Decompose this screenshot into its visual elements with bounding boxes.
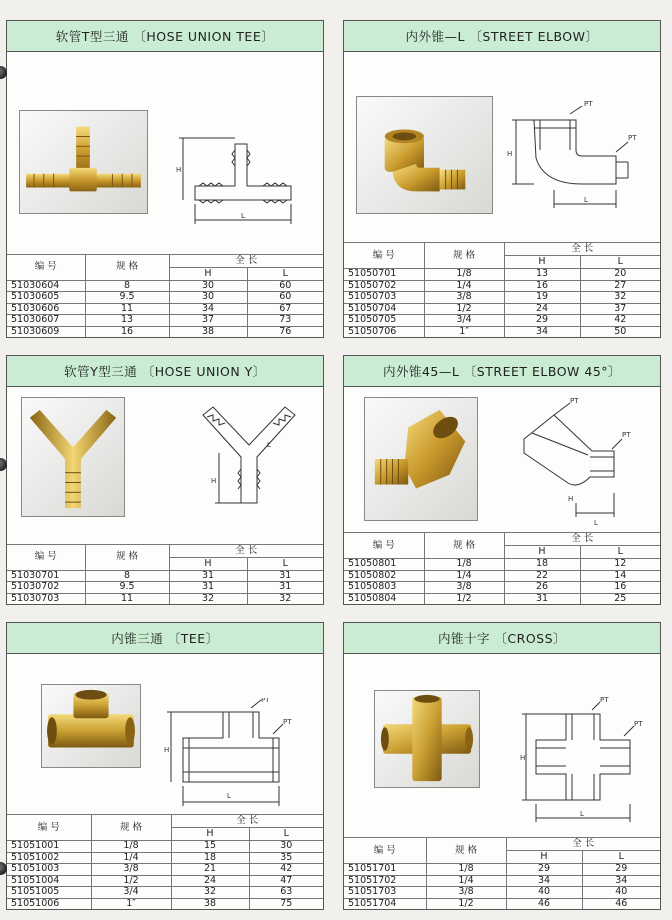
- col-header-l: L: [582, 851, 660, 864]
- product-photo: [364, 397, 478, 521]
- spec-table: [344, 532, 660, 604]
- dim-label-h: H: [211, 477, 217, 485]
- col-header-code: 编 号: [344, 243, 424, 269]
- panel-title: 内锥三通 〔TEE〕: [7, 623, 323, 654]
- table-row: 51050705 3/4 29 42: [344, 315, 660, 327]
- cross-illustration: [375, 691, 479, 787]
- panel-hose-union-y: [6, 355, 324, 605]
- panel-title: 内锥十字 〔CROSS〕: [344, 623, 660, 654]
- table-row: 51051001 1/8 15 30: [7, 841, 323, 853]
- table-row: 51051006 1″ 38 75: [7, 898, 323, 909]
- col-header-total: 全 长: [169, 544, 323, 557]
- technical-drawing: [504, 393, 654, 533]
- col-header-spec: 规 格: [424, 533, 504, 559]
- col-header-total: 全 长: [504, 533, 660, 546]
- col-header-l: L: [247, 267, 323, 280]
- product-media: [7, 654, 323, 824]
- col-header-total: 全 长: [506, 838, 660, 851]
- dim-label-l: L: [241, 212, 245, 220]
- panel-hose-union-tee: [6, 20, 324, 338]
- product-photo: [19, 110, 148, 214]
- table-row: 51050704 1/2 24 37: [344, 303, 660, 315]
- product-media: [344, 387, 660, 537]
- table-row: 51051702 1/4 34 34: [344, 875, 660, 887]
- technical-drawing: [504, 94, 654, 224]
- product-photo: [21, 397, 125, 517]
- hose-tee-illustration: [20, 111, 147, 213]
- table-row: 51051002 1/4 18 35: [7, 852, 323, 864]
- table-row: 51030702 9.5 31 31: [7, 582, 323, 594]
- table-row: 51030605 9.5 30 60: [7, 292, 323, 304]
- table-row: 51051701 1/8 29 29: [344, 864, 660, 876]
- table-row: 51030703 11 32 32: [7, 593, 323, 604]
- dim-label-h: H: [507, 150, 513, 158]
- panel-cross: [343, 622, 661, 910]
- dim-label-pt: PT: [600, 696, 609, 704]
- col-header-code: 编 号: [344, 838, 426, 864]
- col-header-code: 编 号: [344, 533, 424, 559]
- product-photo: [356, 96, 493, 214]
- technical-drawing: [193, 403, 309, 521]
- table-row: 51051004 1/2 24 47: [7, 875, 323, 887]
- col-header-l: L: [247, 557, 323, 570]
- dim-label-l: L: [267, 441, 271, 449]
- table-row: 51030604 8 30 60: [7, 280, 323, 292]
- street-elbow-illustration: [357, 97, 492, 213]
- technical-drawing: [175, 124, 311, 234]
- product-media: [7, 387, 323, 537]
- dim-label-h: H: [164, 746, 170, 754]
- dim-label-h: H: [568, 495, 574, 503]
- table-row: 51050702 1/4 16 27: [344, 280, 660, 292]
- dim-label-l: L: [580, 810, 584, 818]
- col-header-l: L: [580, 256, 660, 269]
- col-header-spec: 规 格: [91, 815, 171, 841]
- table-row: 51050801 1/8 18 12: [344, 559, 660, 571]
- table-row: 51051003 3/8 21 42: [7, 864, 323, 876]
- col-header-h: H: [504, 256, 580, 269]
- tee-illustration: [42, 685, 140, 767]
- table-row: 51050803 3/8 26 16: [344, 582, 660, 594]
- technical-drawing: [520, 694, 654, 834]
- dim-label-pt: PT: [261, 698, 270, 704]
- col-header-code: 编 号: [7, 815, 91, 841]
- table-row: 51030607 13 37 73: [7, 315, 323, 327]
- table-row: 51050802 1/4 22 14: [344, 570, 660, 582]
- product-media: [344, 52, 660, 252]
- table-row: 51051704 1/2 46 46: [344, 898, 660, 909]
- spec-table: [7, 254, 323, 338]
- table-row: 51050804 1/2 31 25: [344, 593, 660, 604]
- dim-label-l: L: [584, 196, 588, 204]
- spec-table: [7, 814, 323, 909]
- col-header-total: 全 长: [171, 815, 323, 828]
- dim-label-pt: PT: [634, 720, 643, 728]
- spec-table: [344, 837, 660, 909]
- table-row: 51030701 8 31 31: [7, 570, 323, 582]
- panel-tee: [6, 622, 324, 910]
- spec-table: [7, 544, 323, 605]
- product-photo: [41, 684, 141, 768]
- dim-label-pt: PT: [283, 718, 292, 726]
- dim-label-pt: PT: [570, 397, 579, 405]
- panel-title: 软管T型三通 〔HOSE UNION TEE〕: [7, 21, 323, 52]
- panel-title: 软管Y型三通 〔HOSE UNION Y〕: [7, 356, 323, 387]
- dim-label-pt: PT: [584, 100, 593, 108]
- dim-label-pt: PT: [622, 431, 631, 439]
- col-header-code: 编 号: [7, 544, 85, 570]
- col-header-l: L: [249, 828, 323, 841]
- col-header-h: H: [171, 828, 249, 841]
- col-header-spec: 规 格: [85, 544, 169, 570]
- technical-drawing: [163, 698, 313, 818]
- col-header-code: 编 号: [7, 254, 85, 280]
- dim-label-l: L: [594, 519, 598, 527]
- product-media: [7, 52, 323, 252]
- col-header-h: H: [169, 557, 247, 570]
- col-header-h: H: [506, 851, 582, 864]
- table-row: 51030606 11 34 67: [7, 303, 323, 315]
- col-header-l: L: [580, 546, 660, 559]
- product-media: [344, 654, 660, 834]
- hose-y-illustration: [22, 398, 124, 516]
- col-header-total: 全 长: [169, 254, 323, 267]
- col-header-spec: 规 格: [85, 254, 169, 280]
- dim-label-h: H: [176, 166, 182, 174]
- table-row: 51051005 3/4 32 63: [7, 887, 323, 899]
- col-header-spec: 规 格: [426, 838, 506, 864]
- street-elbow-45-illustration: [365, 398, 477, 520]
- panel-title: 内外锥—L 〔STREET ELBOW〕: [344, 21, 660, 52]
- col-header-spec: 规 格: [424, 243, 504, 269]
- dim-label-pt: PT: [628, 134, 637, 142]
- table-row: 51051703 3/8 40 40: [344, 887, 660, 899]
- table-row: 51030609 16 38 76: [7, 326, 323, 337]
- spec-table: [344, 242, 660, 337]
- col-header-h: H: [504, 546, 580, 559]
- panel-street-elbow: [343, 20, 661, 338]
- table-row: 51050703 3/8 19 32: [344, 292, 660, 304]
- panel-street-elbow-45: [343, 355, 661, 605]
- col-header-h: H: [169, 267, 247, 280]
- product-photo: [374, 690, 480, 788]
- panel-title: 内外锥45—L 〔STREET ELBOW 45°〕: [344, 356, 660, 387]
- table-row: 51050706 1″ 34 50: [344, 326, 660, 337]
- dim-label-h: H: [520, 754, 526, 762]
- table-row: 51050701 1/8 13 20: [344, 269, 660, 281]
- dim-label-l: L: [227, 792, 231, 800]
- col-header-total: 全 长: [504, 243, 660, 256]
